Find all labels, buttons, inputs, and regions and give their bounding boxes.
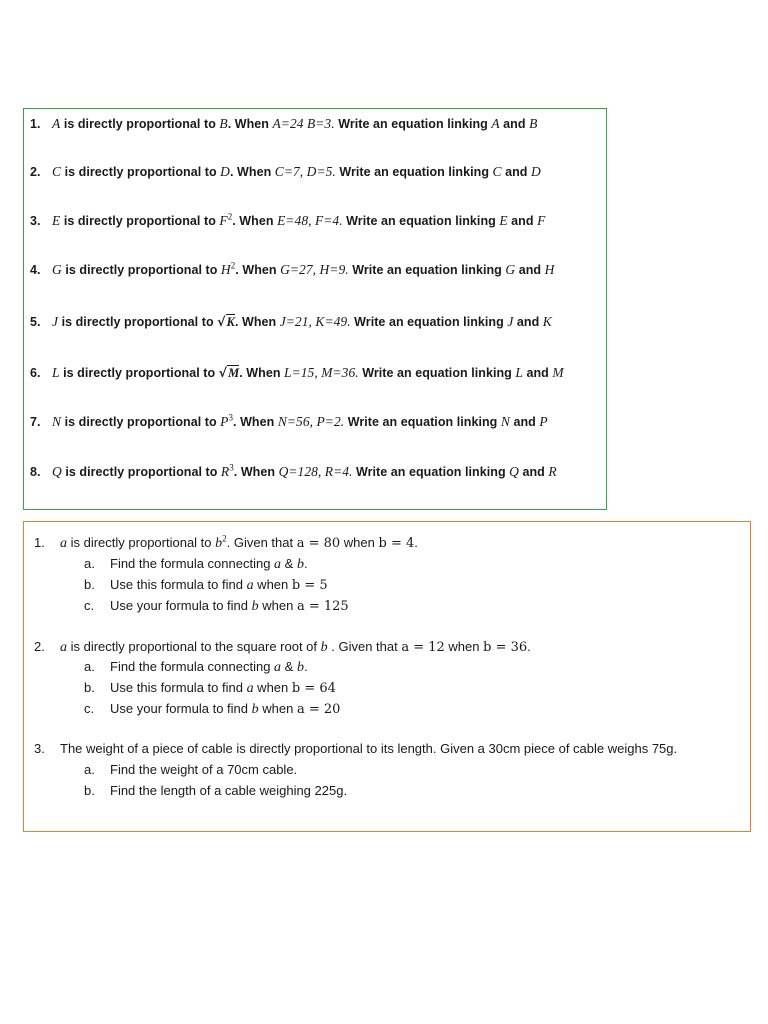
variable: N [500, 414, 510, 429]
variable: $F^2$ [219, 211, 233, 228]
sub-letter: a. [84, 556, 95, 571]
variable: $H^2$ [220, 260, 236, 277]
equation: b = 5 [291, 578, 328, 593]
green-question-7 [30, 414, 548, 430]
variable: Q [52, 464, 62, 479]
green-question-4 [30, 262, 554, 278]
question-number: 6. [30, 366, 41, 380]
variable: E [52, 213, 61, 228]
variable: b [296, 557, 304, 572]
question-number: 7. [30, 415, 41, 429]
variable: a [60, 536, 67, 551]
variable: $R^3$ [220, 462, 234, 479]
sub-text: Use your formula to find [110, 701, 252, 716]
question-text: Write an equation linking [348, 263, 506, 277]
question-text: . Given that [226, 535, 297, 550]
question-number: 5. [30, 315, 41, 329]
question-number: 2. [30, 165, 41, 179]
variable: b [251, 599, 259, 614]
variable: E [499, 213, 508, 228]
question-text: and [499, 117, 530, 131]
sub-letter: c. [84, 701, 95, 716]
orange-question-1 [34, 535, 418, 552]
equation: b = 64 [291, 681, 336, 696]
question-text: and [507, 214, 538, 228]
orange-question-3 [34, 741, 677, 756]
variable: G [52, 262, 62, 277]
variable: M [552, 365, 564, 380]
green-question-1 [30, 116, 537, 132]
sub-text: & [281, 556, 297, 571]
question-text: is directly proportional to [67, 535, 216, 550]
question-text: . [414, 535, 418, 550]
sub-text: Use this formula to find [110, 680, 247, 695]
green-question-3 [30, 213, 545, 229]
question-text: is directly proportional to [60, 117, 220, 131]
question-number: 3. [34, 741, 45, 756]
question-text: . When [233, 415, 278, 429]
question-text: . When [233, 465, 279, 479]
condition: E=48, F=4. [277, 213, 343, 228]
sub-text: Find the formula connecting [110, 659, 275, 674]
question-text: Write an equation linking [350, 315, 508, 329]
variable: N [52, 414, 62, 429]
question-text: and [518, 465, 549, 479]
orange-q2-sub-a [84, 659, 308, 676]
variable: $b^2$ [215, 533, 227, 551]
green-question-2 [30, 164, 541, 180]
question-number: 1. [30, 117, 41, 131]
question-text: . When [235, 263, 281, 277]
question-text: Write an equation linking [342, 214, 500, 228]
question-text: and [515, 263, 545, 277]
sub-text: when [258, 701, 297, 716]
question-text: Write an equation linking [352, 465, 510, 479]
question-text: and [509, 415, 540, 429]
orange-q3-sub-b [84, 783, 347, 798]
sub-text: Use this formula to find [110, 577, 247, 592]
question-text: and [513, 315, 543, 329]
equation: a = 12 [401, 640, 445, 655]
question-number: 2. [34, 639, 45, 654]
sub-text: . [303, 556, 308, 571]
variable: A [52, 116, 61, 131]
sub-text: Find the formula connecting [110, 556, 275, 571]
green-question-8 [30, 464, 557, 480]
sub-letter: a. [84, 659, 95, 674]
sub-text: Find the length of a cable weighing 225g. [110, 783, 348, 798]
condition: J=21, K=49. [279, 314, 351, 329]
question-text: and [522, 366, 553, 380]
question-number: 1. [34, 535, 45, 550]
question-text: . When [229, 165, 275, 179]
sub-letter: c. [84, 598, 95, 613]
condition: G=27, H=9. [280, 262, 349, 277]
variable: Q [509, 464, 519, 479]
sub-text: . [303, 659, 308, 674]
variable: a [274, 660, 282, 675]
sub-letter: b. [84, 680, 95, 695]
sqrt-symbol: √K [217, 314, 235, 329]
question-text: Write an equation linking [335, 165, 493, 179]
sub-text: & [281, 659, 297, 674]
question-number: 3. [30, 214, 41, 228]
question-text: is directly proportional to [61, 415, 221, 429]
orange-q1-sub-c [84, 598, 349, 615]
green-question-box [23, 108, 607, 510]
question-text: is directly proportional to the square root of [67, 639, 321, 654]
equation: a = 80 [296, 536, 341, 551]
variable: L [52, 365, 60, 380]
sub-letter: b. [84, 577, 95, 592]
variable: K [542, 314, 552, 329]
sub-letter: b. [84, 783, 95, 798]
question-text: is directly proportional to [61, 263, 221, 277]
variable: C [52, 164, 62, 179]
question-text: The weight of a piece of cable is directly proportional to its length. Given a 30cm piece of cable weighs 75g. [60, 741, 678, 756]
variable: J [507, 314, 514, 329]
variable: a [60, 640, 67, 655]
question-text: Write an equation linking [334, 117, 492, 131]
orange-question-2 [34, 639, 531, 656]
variable: J [52, 314, 59, 329]
condition: C=7, D=5. [274, 164, 336, 179]
question-number: 4. [30, 263, 41, 277]
sub-text: when [253, 577, 292, 592]
condition: L=15, M=36. [284, 365, 359, 380]
variable: a [274, 557, 282, 572]
orange-q1-sub-b [84, 577, 328, 594]
condition: Q=128, R=4. [278, 464, 353, 479]
question-text: and [501, 165, 532, 179]
question-text: . Given that [327, 639, 402, 654]
variable: L [515, 365, 523, 380]
variable: G [505, 262, 516, 277]
sub-text: when [258, 598, 297, 613]
variable: a [246, 681, 254, 696]
equation: b = 36 [483, 640, 528, 655]
sub-text: Find the weight of a 70cm cable. [110, 762, 298, 777]
condition: N=56, P=2. [277, 414, 345, 429]
orange-q3-sub-a [84, 762, 297, 777]
orange-question-box [23, 521, 751, 832]
orange-q2-sub-c [84, 701, 340, 718]
question-text: is directly proportional to [61, 165, 221, 179]
variable: R [548, 464, 557, 479]
question-text: . When [234, 315, 280, 329]
question-text: . When [232, 214, 278, 228]
variable: B [529, 116, 538, 131]
orange-q1-sub-a [84, 556, 308, 573]
equation: a = 20 [296, 702, 341, 717]
green-question-6 [30, 365, 564, 381]
variable: b [320, 640, 328, 655]
question-text: . When [239, 366, 285, 380]
sub-letter: a. [84, 762, 95, 777]
question-text: is directly proportional to [58, 315, 218, 329]
equation: b = 4 [378, 536, 415, 551]
variable: A [491, 116, 500, 131]
variable: D [220, 164, 230, 179]
question-text: when [340, 535, 379, 550]
variable: P [539, 414, 548, 429]
question-text: when [444, 639, 484, 654]
variable: D [531, 164, 541, 179]
variable: B [219, 116, 228, 131]
sqrt-symbol: √M [218, 365, 240, 380]
variable: F [537, 213, 546, 228]
sub-text: when [253, 680, 292, 695]
orange-q2-sub-b [84, 680, 336, 697]
variable: $P^3$ [220, 412, 234, 429]
question-text: is directly proportional to [61, 465, 221, 479]
question-text: Write an equation linking [358, 366, 516, 380]
question-text: . [527, 639, 531, 654]
variable: H [544, 262, 555, 277]
sub-text: Use your formula to find [110, 598, 252, 613]
question-text: is directly proportional to [59, 366, 219, 380]
question-text: Write an equation linking [344, 415, 501, 429]
variable: a [246, 578, 254, 593]
condition: A=24 B=3. [272, 116, 335, 131]
variable: C [492, 164, 502, 179]
green-question-5 [30, 314, 552, 330]
variable: b [251, 702, 259, 717]
equation: a = 125 [296, 599, 349, 614]
question-number: 8. [30, 465, 41, 479]
question-text: is directly proportional to [60, 214, 220, 228]
question-text: . When [227, 117, 273, 131]
variable: b [296, 660, 304, 675]
